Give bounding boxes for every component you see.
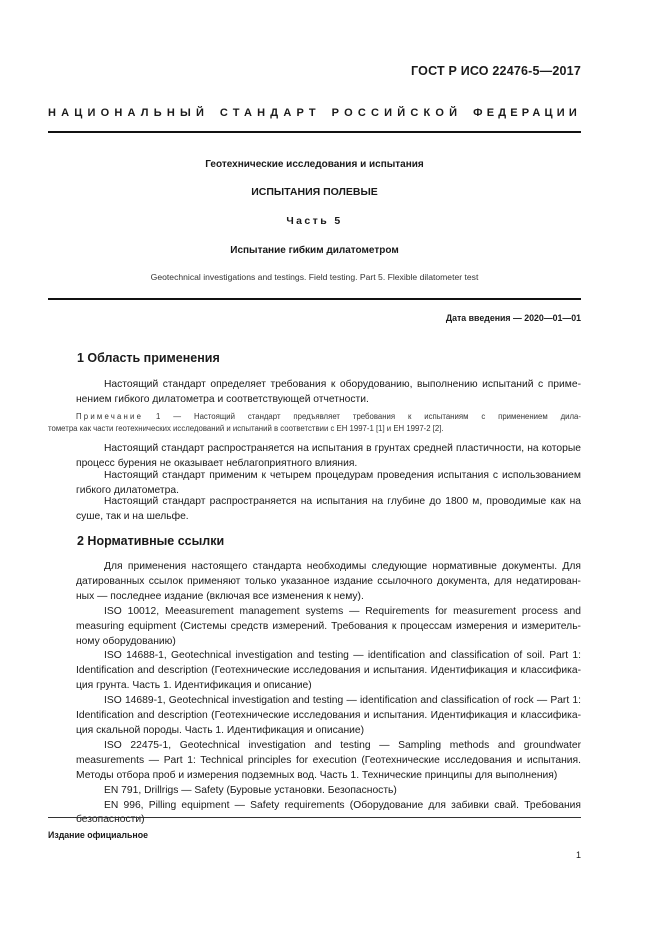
reference-text-line: безопасности) — [76, 814, 145, 826]
reference-text-line: EN 996, Pilling equipment — Safety requirements (Оборудование для забивки свай. Требования — [104, 799, 581, 811]
text-line: гибкого дилатометра. — [76, 485, 179, 496]
banner-word: СТАНДАРТ — [219, 107, 321, 119]
section-2-heading: 2 Нормативные ссылки — [77, 534, 225, 548]
normative-references — [48, 560, 581, 828]
reference-text-line: ISO 10012, Meeasurement management systems — Requirements for measurement process and — [104, 605, 581, 617]
reference-text-line: датированных ссылок применяют только указанное издание ссылочного документа, для недатирован- — [76, 575, 581, 587]
official-edition-label: Издание официальное — [48, 830, 148, 840]
text-line: Настоящий стандарт определяет требования к оборудованию, выполнению испытаний с приме- — [104, 379, 581, 390]
reference-text-line: ISO 22475-1, Geotechnical investigation and testing — Sampling methods and groundwater — [104, 739, 581, 751]
top-divider — [48, 131, 581, 133]
reference-text-line: ция грунта. Часть 1. Идентификация и описание) — [76, 680, 312, 692]
reference-text-line: measuring equipment (Системы средств измерений. Требования к процессам измерения и измеритель- — [76, 620, 581, 632]
banner-word: РОССИЙСКОЙ — [331, 107, 463, 119]
part-title: Часть 5 — [286, 215, 343, 227]
note-text: 1 — Настоящий стандарт предъявляет требования к испытаниям с применением дила- — [143, 412, 581, 421]
section-1-heading: 1 Область применения — [77, 351, 220, 365]
reference-text-line: ных — последнее издание (включая все изменения к нему). — [76, 590, 364, 602]
note-label: Примечание — [76, 412, 144, 421]
reference-text-line: ному оборудованию) — [76, 635, 176, 647]
subject-title: Испытание гибким дилатометром — [230, 245, 399, 256]
reference-text-line: Identification and description (Геотехнические исследования и испытания. Идентификация и классифика- — [76, 665, 581, 677]
reference-text-line: Методы отбора проб и измерения подземных вод. Часть 1. Технические принципы для выполнения) — [76, 769, 558, 781]
text-line: Настоящий стандарт применим к четырем процедурам проведения испытания с использованием — [104, 470, 581, 481]
section-1-paragraph-2 — [48, 441, 581, 471]
introduction-date: Дата введения — 2020—01—01 — [445, 313, 581, 323]
reference-text-line: Identification and description (Геотехнические исследования и испытания. Идентификация и классифика- — [76, 710, 581, 722]
text-line: Настоящий стандарт распространяется на испытания на глубине до 1800 м, проводимые как на — [104, 496, 581, 507]
text-line: суше, так и на шельфе. — [76, 511, 189, 522]
reference-text-line: ISO 14688-1, Geotechnical investigation and testing — identification and classification of soil. Part 1: — [104, 650, 581, 662]
banner-word: НАЦИОНАЛЬНЫЙ — [48, 107, 210, 119]
note-text: тометра как части геотехнических исследований и испытаний в соответствии с ЕН 1997-1 [1] и ЕН 1997-2 [2]. — [48, 424, 444, 433]
reference-text-line: ция скальной породы. Часть 1. Идентификация и описание) — [76, 724, 365, 736]
reference-text-line: EN 791, Drillrigs — Safety (Буровые установки. Безопасность) — [104, 784, 397, 796]
title-divider — [48, 298, 581, 300]
banner-word: ФЕДЕРАЦИИ — [473, 107, 581, 119]
section-1-paragraph-1 — [48, 377, 581, 407]
english-title: Geotechnical investigations and testings. Field testing. Part 5. Flexible dilatometer test — [150, 272, 479, 282]
group-title: Геотехнические исследования и испытания — [205, 159, 424, 170]
page-number: 1 — [575, 850, 581, 860]
section-1-paragraph-4 — [48, 494, 581, 524]
national-standard-banner — [48, 107, 581, 119]
document-number: ГОСТ Р ИСО 22476-5—2017 — [411, 64, 581, 78]
reference-text-line: Для применения настоящего стандарта необходимы следующие нормативные документы. Для — [104, 561, 581, 572]
main-title: ИСПЫТАНИЯ ПОЛЕВЫЕ — [251, 186, 378, 198]
note — [48, 411, 581, 435]
text-line: Настоящий стандарт распространяется на испытания в грунтах средней пластичности, на которые — [104, 443, 581, 454]
reference-text-line: ISO 14689-1, Geotechnical investigation and testing — identification and classification of rock — Part 1: — [104, 695, 581, 707]
text-line: процесс бурения не оказывает неблагоприятного влияния. — [76, 458, 358, 469]
text-line: нением гибкого дилатометра и соответствующей отчетности. — [76, 394, 369, 405]
reference-text-line: measurements — Part 1: Technical principles for execution (Геотехнические исследования и испытания. — [76, 754, 581, 766]
footer-divider — [48, 817, 581, 818]
